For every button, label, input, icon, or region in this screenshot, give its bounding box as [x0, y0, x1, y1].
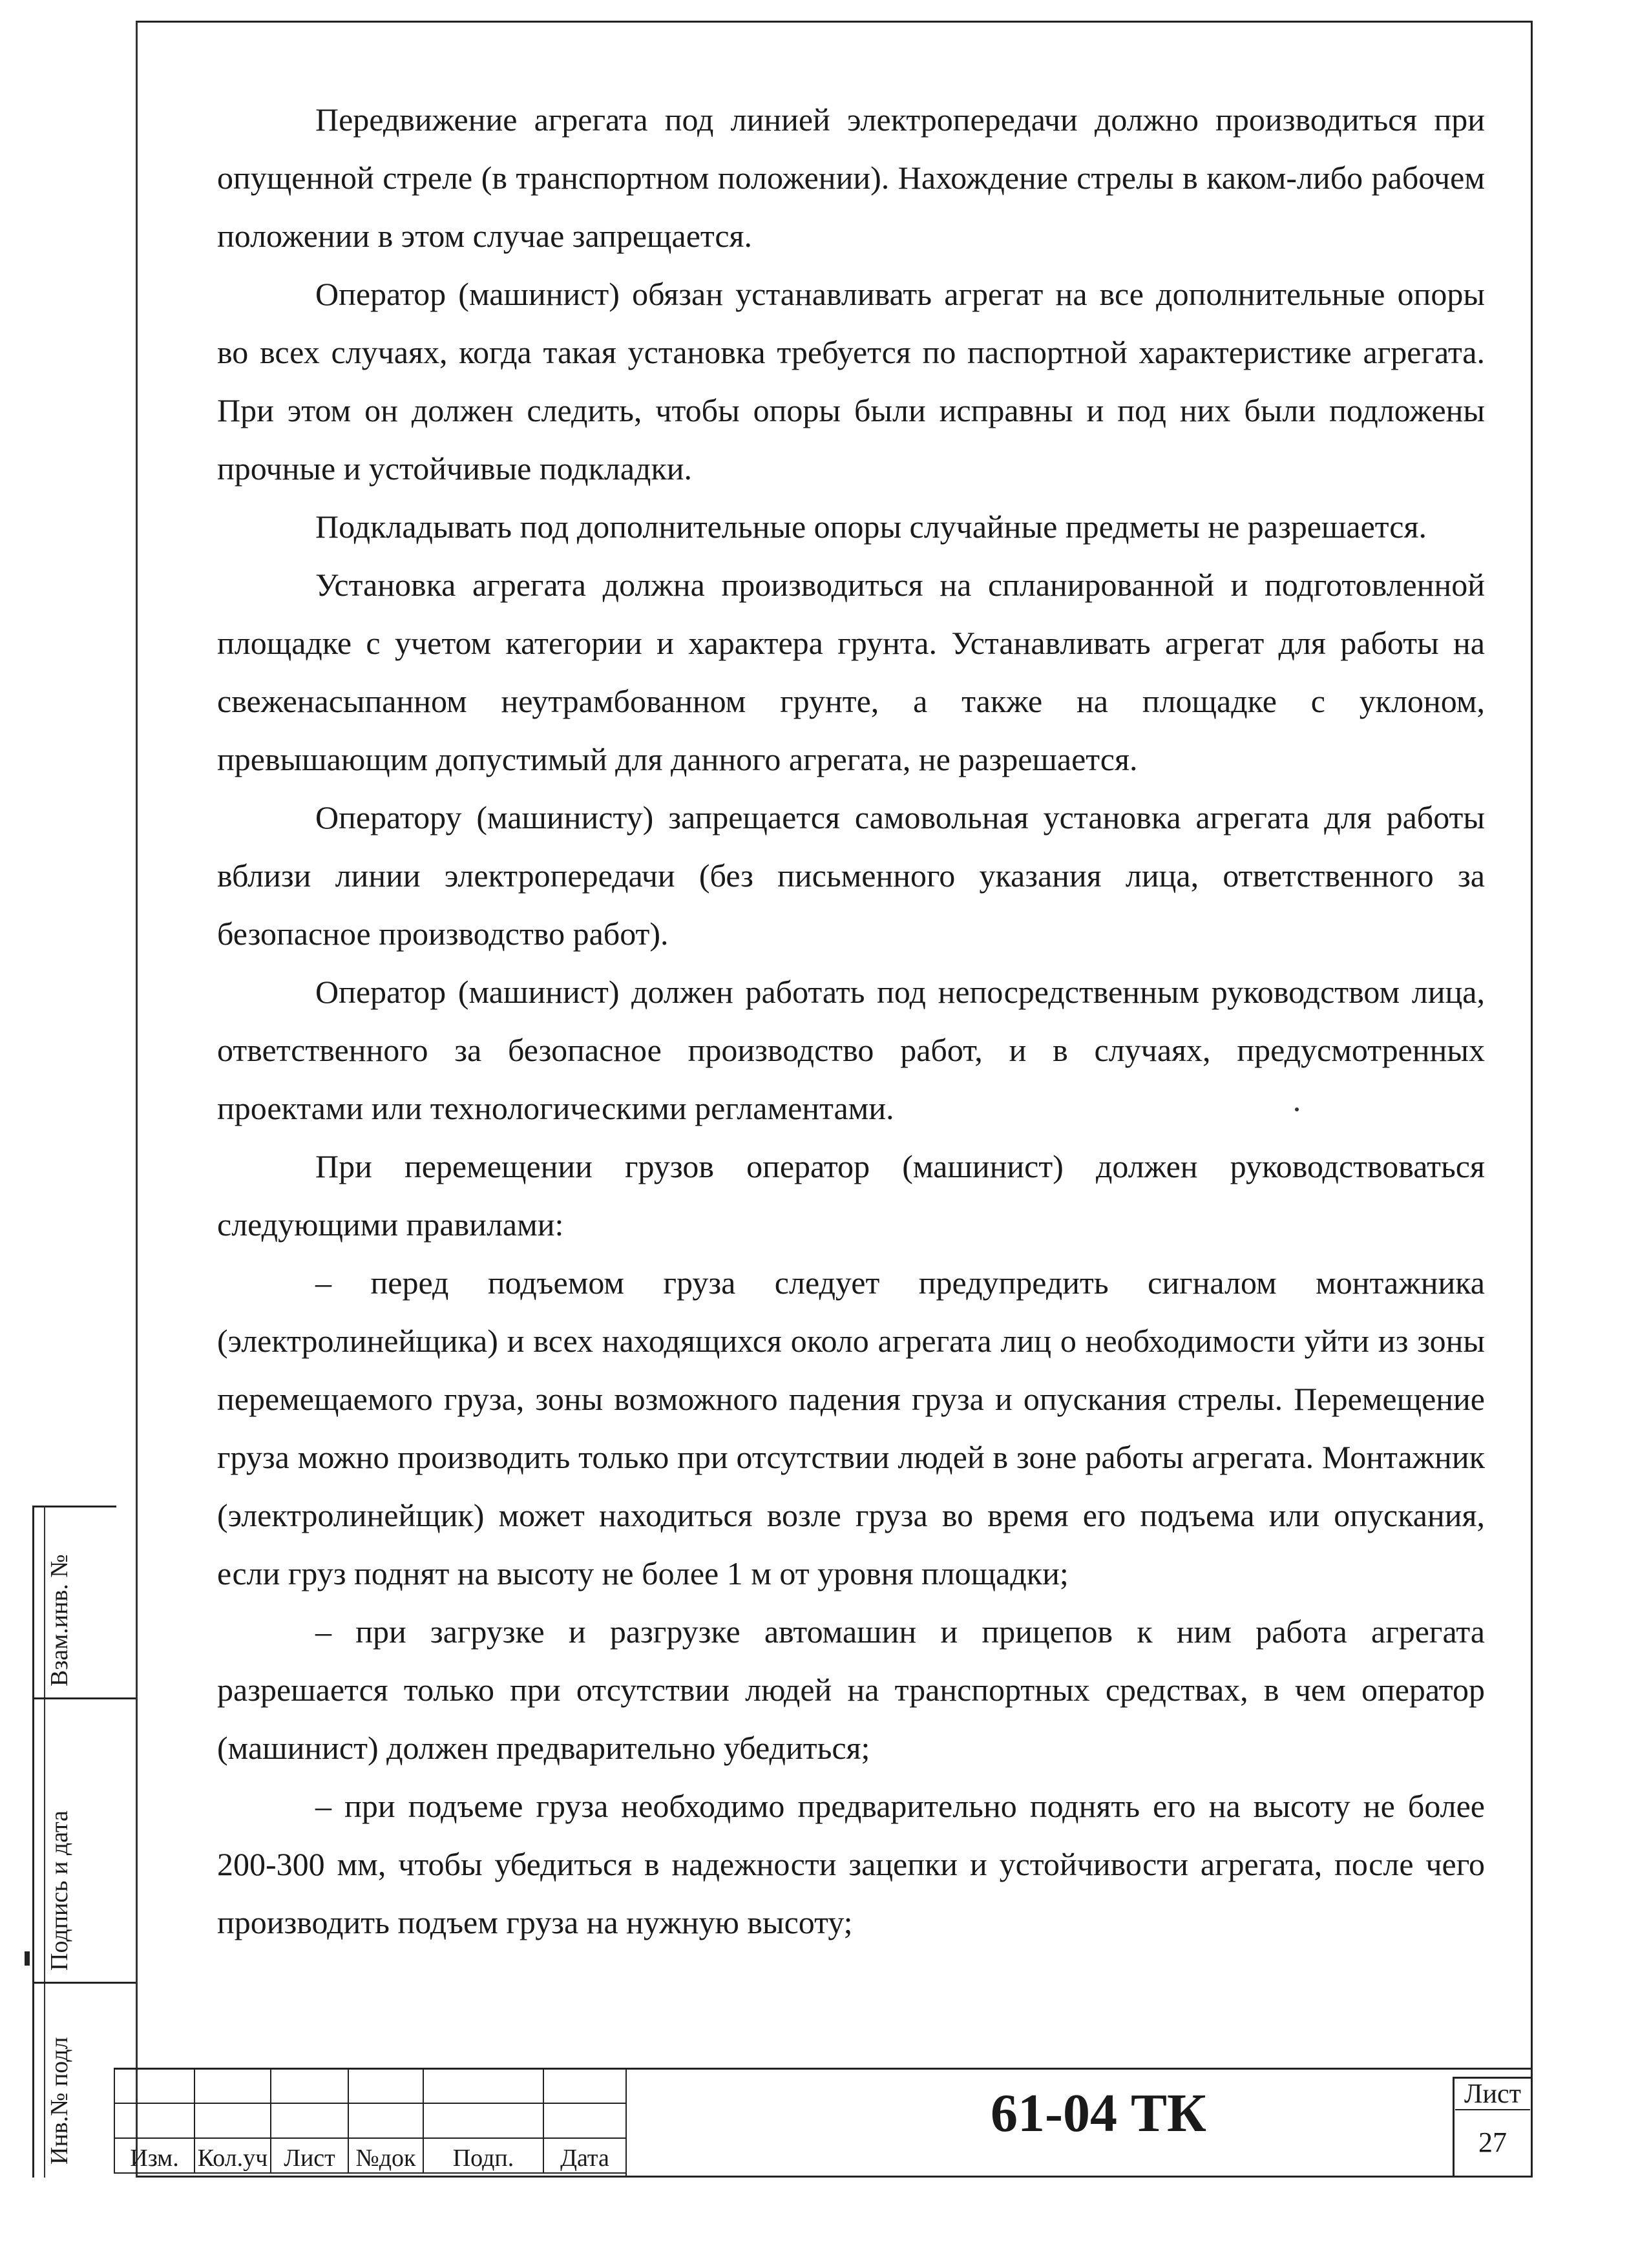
paragraph-1: Передвижение агрегата под линией электропередачи должно производиться при опущенной стреле (в транспортном положении). Нахождение стрелы в каком-либо рабочем положении в этом случае запрещается. — [217, 101, 1485, 254]
rule-item-2: – при загрузке и разгрузке автомашин и прицепов к ним работа агрегата разрешается только при отсутствии людей на транспортных средствах, в чем оператор (машинист) должен предварительно убедиться; — [217, 1613, 1485, 1766]
scan-mark — [25, 1951, 30, 1966]
side-label-podpis: Подпись и дата — [46, 1810, 73, 1971]
paragraph-3: Подкладывать под дополнительные опоры случайные предметы не разрешается. — [315, 509, 1427, 545]
scan-dot — [1295, 1108, 1299, 1111]
title-block-grid — [114, 2068, 627, 2174]
paragraph-5: Оператору (машинисту) запрещается самовольная установка агрегата для работы вблизи линии электропередачи (без письменного указания лица, ответственного за безопасное производство работ). — [217, 799, 1485, 952]
paragraph-2: Оператор (машинист) обязан устанавливать агрегат на все дополнительные опоры во всех случаях, когда такая установка требуется по паспортной характеристике агрегата. При этом он должен следить, чтобы опоры были исправны и под них были подложены прочные и устойчивые подкладки. — [217, 276, 1485, 487]
tb-col-izm: Изм. — [114, 2138, 194, 2173]
rule-item-1: – перед подъемом груза следует предупредить сигналом монтажника (электролинейщика) и всех находящихся около агрегата лиц о необходимости уйти из зоны перемещаемого груза, зоны возможного падения груза и опускания стрелы. Перемещение груза можно производить только при отсутствии людей в зоне работы агрегата. Монтажник (электролинейщик) может находиться возле груза во время его подъема или опускания, если груз поднят на высоту не более 1 м от уровня площадки; — [217, 1265, 1485, 1591]
side-label-inv: Инв.№ подл — [46, 2037, 73, 2165]
sheet-number: 27 — [1478, 2126, 1507, 2158]
document-body — [217, 90, 1485, 1951]
tb-col-list: Лист — [271, 2138, 348, 2173]
tb-col-podp: Подп. — [423, 2138, 543, 2173]
document-code: 61-04 ТК — [991, 2083, 1206, 2143]
paragraph-4: Установка агрегата должна производиться на спланированной и подготовленной площадке с учетом категории и характера грунта. Устанавливать агрегат для работы на свеженасыпанном неутрамбованном грунте, а также на площадке с уклоном, превышающим допустимый для данного агрегата, не разрешается. — [217, 567, 1485, 777]
tb-col-koluch: Кол.уч — [194, 2138, 271, 2173]
paragraph-7: При перемещении грузов оператор (машинист) должен руководствоваться следующими правилами: — [217, 1148, 1485, 1243]
tb-col-data: Дата — [543, 2138, 626, 2173]
side-label-vzam: Взам.инв. № — [46, 1554, 73, 1686]
tb-col-ndok: №док — [348, 2138, 423, 2173]
paragraph-6: Оператор (машинист) должен работать под непосредственным руководством лица, ответственного за безопасное производство работ, и в случаях, предусмотренных проектами или технологическими регламентами. — [217, 974, 1485, 1126]
sheet-label: Лист — [1455, 2078, 1530, 2110]
rule-item-3: – при подъеме груза необходимо предварительно поднять его на высоту не более 200-300 мм, чтобы убедиться в надежности зацепки и устойчивости агрегата, после чего производить подъем груза на нужную высоту; — [217, 1788, 1485, 1940]
